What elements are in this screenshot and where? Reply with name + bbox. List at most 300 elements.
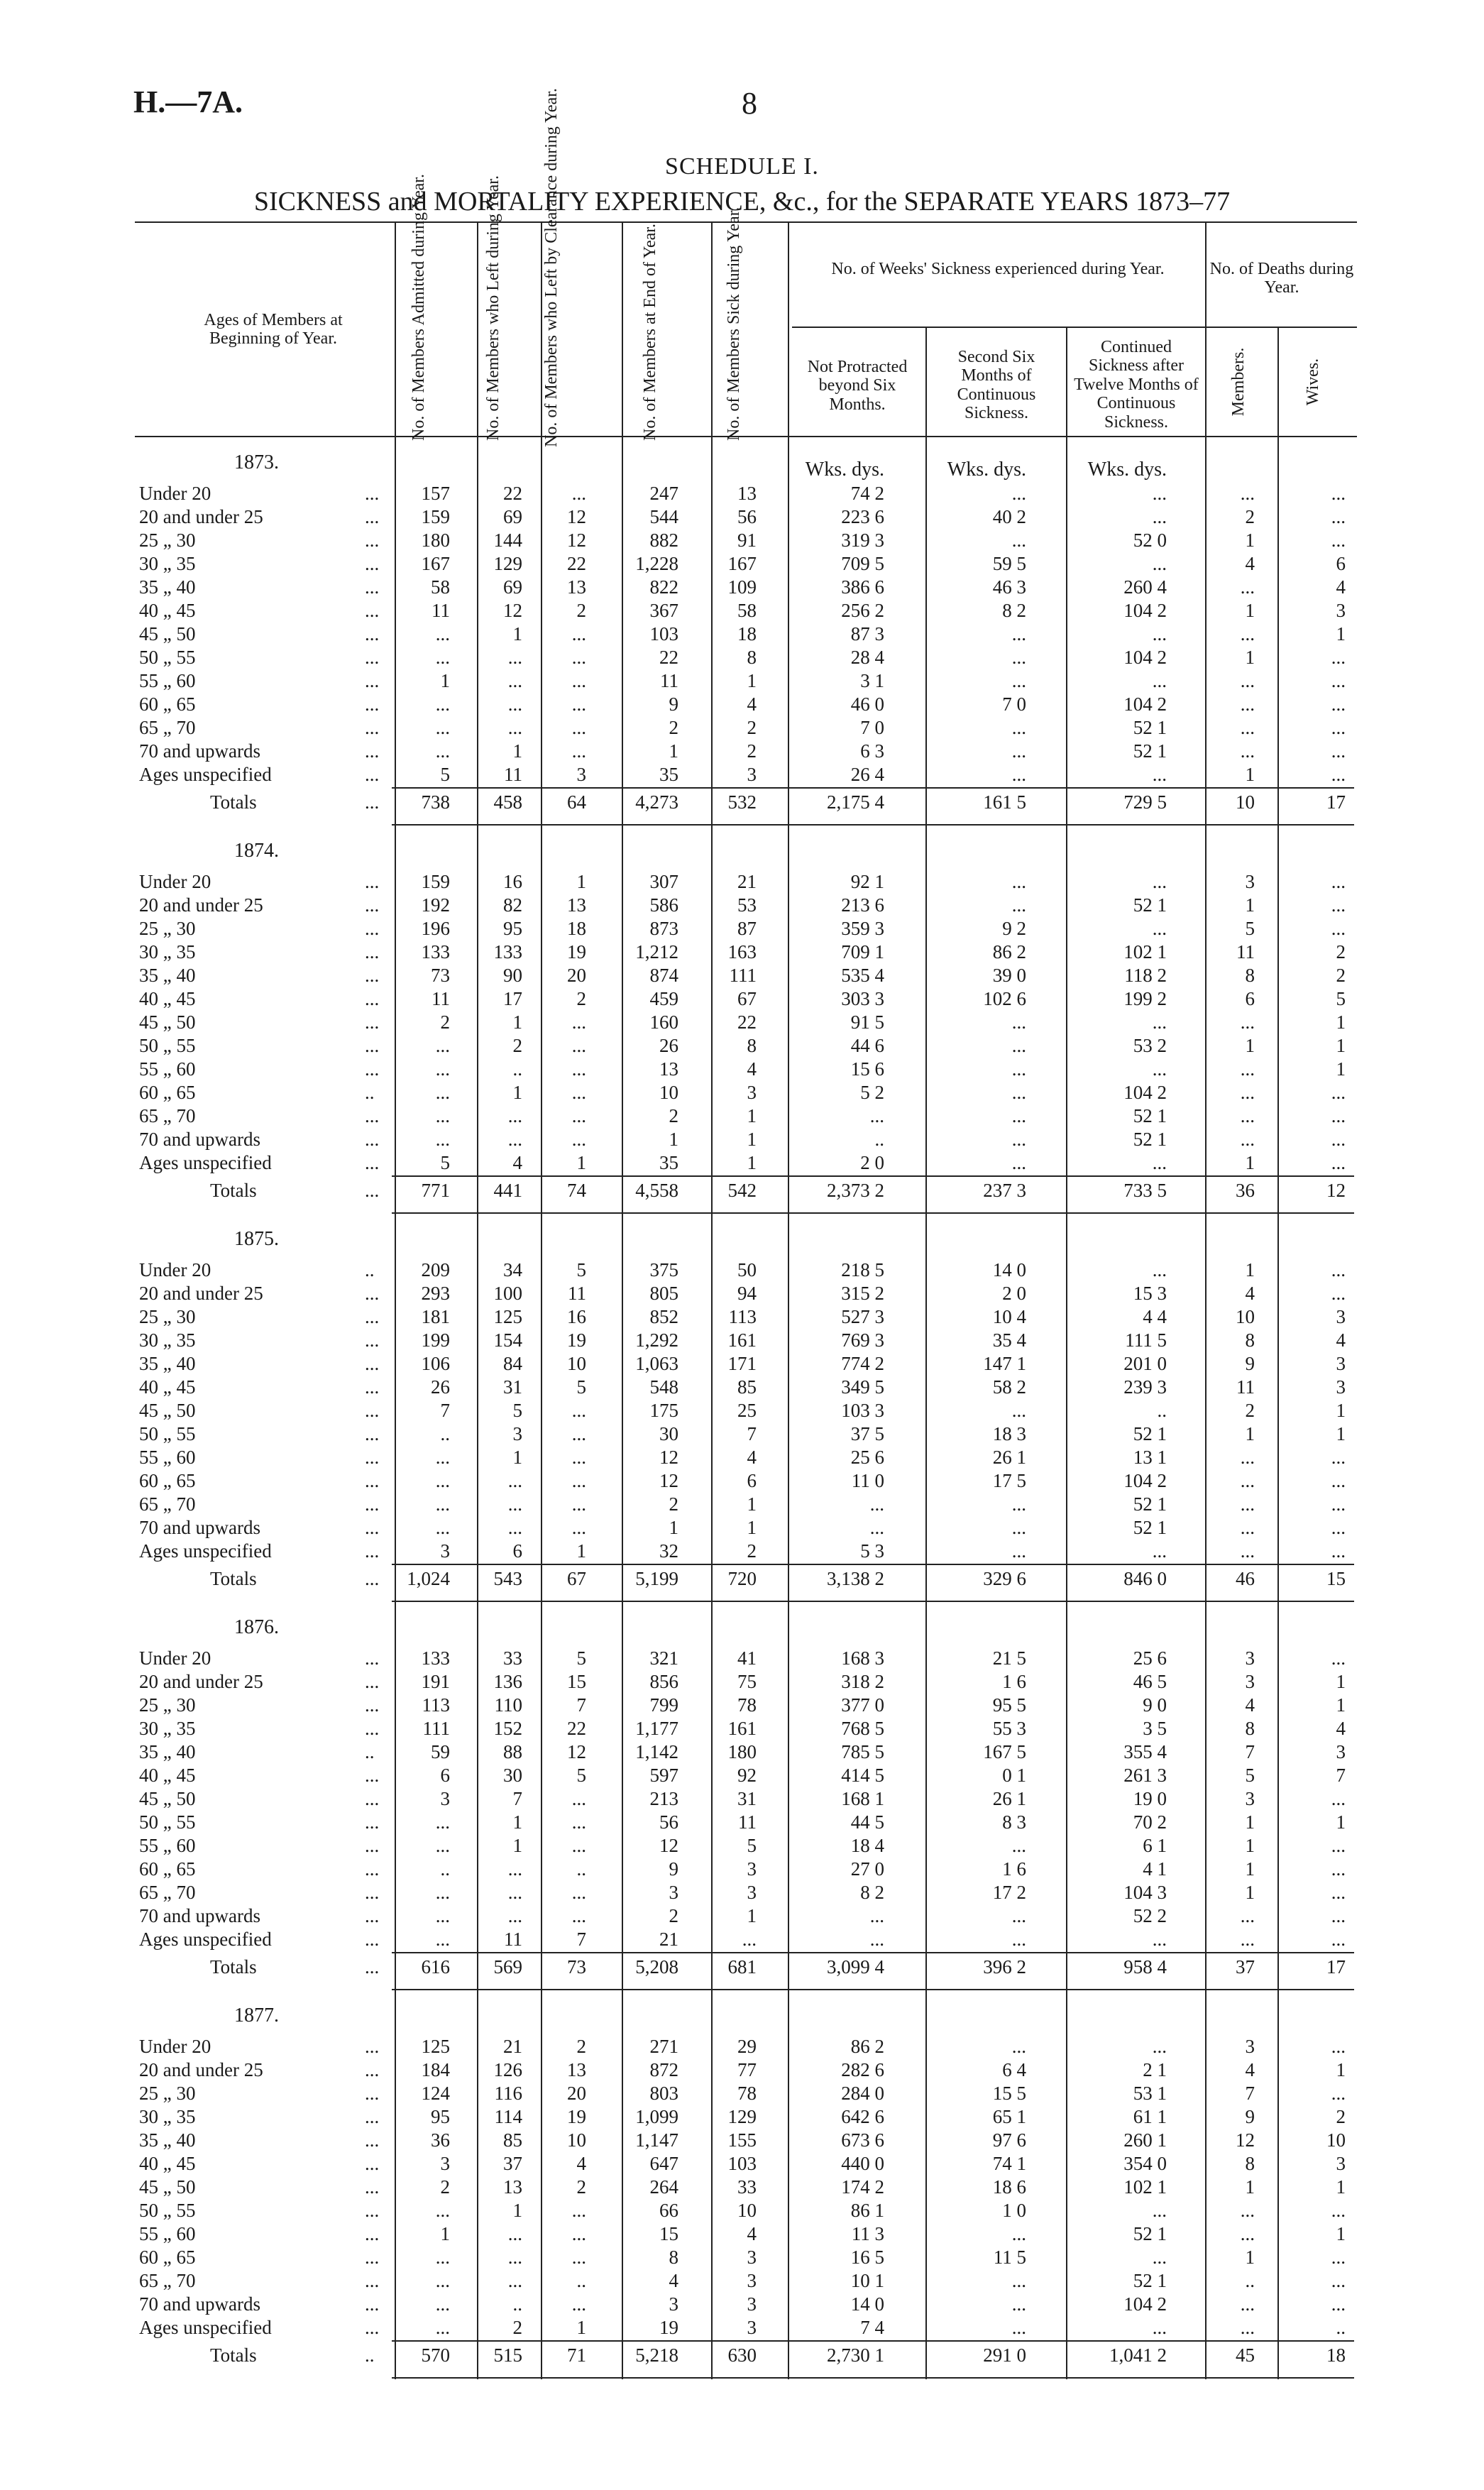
admitted-cell: 1 bbox=[440, 670, 450, 691]
leader-dots: ... bbox=[365, 1105, 380, 1126]
continued-cell: ... bbox=[1152, 2200, 1167, 2221]
leader-dots: ... bbox=[365, 2270, 380, 2291]
continued-cell: 4 1 bbox=[1143, 1858, 1167, 1880]
clearance-cell: ... bbox=[571, 2293, 586, 2315]
sick-cell: 161 bbox=[727, 1718, 757, 1739]
not-protracted-cell: 2,175 4 bbox=[827, 791, 884, 813]
end-of-year-cell: 15 bbox=[659, 2223, 678, 2244]
age-label: 55 „ 60 bbox=[139, 670, 196, 691]
age-label: Under 20 bbox=[139, 1647, 211, 1669]
clearance-cell: 1 bbox=[576, 1152, 586, 1173]
leader-dots: ... bbox=[365, 2083, 380, 2104]
weeks-group-header: No. of Weeks' Sickness experienced during Year. bbox=[831, 260, 1165, 278]
leader-dots: ... bbox=[365, 1180, 380, 1201]
wife-deaths-cell: ... bbox=[1331, 2200, 1346, 2221]
age-label: 40 „ 45 bbox=[139, 988, 196, 1009]
continued-cell: ... bbox=[1152, 1540, 1167, 1562]
admitted-cell: ... bbox=[435, 740, 450, 762]
second-six-cell: 11 5 bbox=[993, 2247, 1026, 2268]
age-label: 25 „ 30 bbox=[139, 2083, 196, 2104]
members-deaths-header: Members. bbox=[1229, 347, 1248, 417]
clearance-cell: ... bbox=[571, 1058, 586, 1080]
leader-dots: ... bbox=[365, 1423, 380, 1444]
left-cell: 458 bbox=[493, 791, 522, 813]
second-six-cell: ... bbox=[1011, 740, 1026, 762]
member-deaths-cell: 8 bbox=[1245, 2153, 1255, 2174]
wife-deaths-cell: ... bbox=[1331, 1540, 1346, 1562]
table-row bbox=[139, 2153, 1360, 2176]
wife-deaths-cell: 17 bbox=[1326, 791, 1346, 813]
left-cell: ... bbox=[507, 1493, 522, 1515]
sick-cell: 163 bbox=[727, 941, 757, 962]
second-six-cell: ... bbox=[1011, 1929, 1026, 1950]
admitted-cell: 11 bbox=[432, 988, 450, 1009]
left-cell: ... bbox=[507, 693, 522, 715]
not-protracted-cell: 5 3 bbox=[860, 1540, 884, 1562]
not-protracted-cell: 349 5 bbox=[841, 1376, 884, 1398]
member-deaths-cell: 1 bbox=[1245, 1858, 1255, 1880]
block-end-rule bbox=[392, 1212, 1354, 1224]
continued-cell: 354 0 bbox=[1123, 2153, 1167, 2174]
block-end-rule bbox=[392, 1989, 1354, 2000]
age-label: 60 „ 65 bbox=[139, 693, 196, 715]
admitted-cell: 771 bbox=[421, 1180, 450, 1201]
clearance-cell: 13 bbox=[567, 894, 586, 916]
left-cell: 114 bbox=[494, 2106, 522, 2127]
admitted-cell: 3 bbox=[440, 1788, 450, 1809]
not-protracted-cell: 303 3 bbox=[841, 988, 884, 1009]
table-row bbox=[139, 764, 1360, 787]
clearance-cell: ... bbox=[571, 1905, 586, 1926]
age-label: 55 „ 60 bbox=[139, 2223, 196, 2244]
clearance-cell: 10 bbox=[567, 1353, 586, 1374]
continued-cell: 201 0 bbox=[1123, 1353, 1167, 1374]
end-of-year-cell: 1,147 bbox=[635, 2129, 678, 2151]
second-six-cell: ... bbox=[1011, 894, 1026, 916]
sick-cell: 22 bbox=[737, 1011, 757, 1033]
age-label: 65 „ 70 bbox=[139, 2270, 196, 2291]
member-deaths-cell: ... bbox=[1240, 1105, 1255, 1126]
table-row bbox=[139, 2293, 1360, 2317]
end-of-year-cell: 12 bbox=[659, 1470, 678, 1491]
continued-cell: 70 2 bbox=[1133, 1811, 1167, 1833]
clearance-cell: 15 bbox=[567, 1671, 586, 1692]
end-of-year-cell: 852 bbox=[649, 1306, 678, 1327]
leader-dots: ... bbox=[365, 2129, 380, 2151]
second-six-cell: ... bbox=[1011, 764, 1026, 785]
age-label: 55 „ 60 bbox=[139, 1447, 196, 1468]
clearance-cell: 74 bbox=[567, 1180, 586, 1201]
age-label: Ages unspecified bbox=[139, 764, 272, 785]
admitted-cell: 3 bbox=[440, 2153, 450, 2174]
sick-cell: 1 bbox=[747, 1129, 757, 1150]
wife-deaths-cell: ... bbox=[1331, 717, 1346, 738]
year-block bbox=[139, 1224, 1360, 1612]
continued-cell: ... bbox=[1152, 764, 1167, 785]
admitted-cell: 73 bbox=[431, 965, 450, 986]
age-label: 65 „ 70 bbox=[139, 1882, 196, 1903]
not-protracted-cell: 440 0 bbox=[841, 2153, 884, 2174]
end-of-year-cell: 647 bbox=[649, 2153, 678, 2174]
wife-deaths-cell: 1 bbox=[1336, 2059, 1346, 2080]
second-six-cell: 35 4 bbox=[992, 1329, 1026, 1351]
totals-row bbox=[139, 1175, 1360, 1212]
sick-cell: 2 bbox=[747, 1540, 757, 1562]
left-cell: 116 bbox=[494, 2083, 522, 2104]
admitted-cell: 293 bbox=[421, 1283, 450, 1304]
end-of-year-cell: 597 bbox=[649, 1765, 678, 1786]
member-deaths-cell: 45 bbox=[1236, 2344, 1255, 2366]
sick-cell: 3 bbox=[747, 2317, 757, 2338]
wife-deaths-cell: 3 bbox=[1336, 1353, 1346, 1374]
year-heading: 1873. bbox=[234, 451, 279, 473]
schedule-title: SCHEDULE I. bbox=[665, 153, 819, 180]
clearance-cell: ... bbox=[571, 483, 586, 504]
age-label: 65 „ 70 bbox=[139, 717, 196, 738]
wife-deaths-cell: ... bbox=[1331, 483, 1346, 504]
left-cell: 1 bbox=[512, 1011, 522, 1033]
age-label: Under 20 bbox=[139, 871, 211, 892]
table-row bbox=[139, 553, 1360, 576]
leader-dots: ... bbox=[365, 1447, 380, 1468]
not-protracted-cell: 769 3 bbox=[841, 1329, 884, 1351]
continued-cell: ... bbox=[1152, 1259, 1167, 1280]
left-cell: ... bbox=[507, 1470, 522, 1491]
not-protracted-cell: ... bbox=[869, 1905, 884, 1926]
not-protracted-cell: .. bbox=[874, 1129, 884, 1150]
continued-cell: 104 3 bbox=[1123, 1882, 1167, 1903]
left-cell: 3 bbox=[512, 1423, 522, 1444]
age-label: 30 „ 35 bbox=[139, 553, 196, 574]
admitted-cell: 7 bbox=[440, 1400, 450, 1421]
member-deaths-cell: 5 bbox=[1245, 918, 1255, 939]
sick-cell: 1 bbox=[747, 1517, 757, 1538]
member-deaths-cell: 10 bbox=[1236, 791, 1255, 813]
end-of-year-cell: 856 bbox=[649, 1671, 678, 1692]
member-deaths-cell: 1 bbox=[1245, 647, 1255, 668]
member-deaths-cell: 46 bbox=[1236, 1568, 1255, 1589]
admitted-cell: 5 bbox=[440, 764, 450, 785]
year-block bbox=[139, 2000, 1360, 2388]
second-six-cell: 14 0 bbox=[992, 1259, 1026, 1280]
wks-dys-label: Wks. dys. bbox=[805, 459, 884, 481]
wife-deaths-cell: 17 bbox=[1326, 1956, 1346, 1978]
ages-column-header: Ages of Members at Beginning of Year. bbox=[204, 311, 343, 349]
member-deaths-cell: ... bbox=[1240, 2200, 1255, 2221]
member-deaths-cell: ... bbox=[1240, 1082, 1255, 1103]
clearance-column-header: No. of Members who Left by Clearance during Year. bbox=[542, 88, 561, 447]
admitted-cell: 157 bbox=[421, 483, 450, 504]
not-protracted-cell: 218 5 bbox=[841, 1259, 884, 1280]
end-of-year-cell: 882 bbox=[649, 530, 678, 551]
clearance-cell: 5 bbox=[576, 1259, 586, 1280]
deaths-group-header: No. of Deaths during Year. bbox=[1209, 260, 1354, 297]
member-deaths-cell: ... bbox=[1240, 623, 1255, 645]
age-label: 55 „ 60 bbox=[139, 1835, 196, 1856]
not-protracted-cell: 213 6 bbox=[841, 894, 884, 916]
table-row bbox=[139, 2036, 1360, 2059]
end-of-year-cell: 874 bbox=[649, 965, 678, 986]
age-label: 25 „ 30 bbox=[139, 1694, 196, 1716]
second-six-cell: ... bbox=[1011, 1493, 1026, 1515]
continued-cell: 102 1 bbox=[1123, 2176, 1167, 2198]
left-cell: 1 bbox=[512, 2200, 522, 2221]
second-six-cell: 7 0 bbox=[1002, 693, 1026, 715]
totals-row bbox=[139, 2340, 1360, 2377]
age-label: 50 „ 55 bbox=[139, 1423, 196, 1444]
year-block bbox=[139, 835, 1360, 1224]
second-six-cell: 1 0 bbox=[1002, 2200, 1026, 2221]
wife-deaths-cell: ... bbox=[1331, 1882, 1346, 1903]
age-label: 35 „ 40 bbox=[139, 1353, 196, 1374]
age-label: 20 and under 25 bbox=[139, 894, 263, 916]
admitted-cell: 2 bbox=[440, 2176, 450, 2198]
left-cell: 126 bbox=[493, 2059, 522, 2080]
sum-rule bbox=[392, 787, 1354, 789]
age-label: 25 „ 30 bbox=[139, 530, 196, 551]
leader-dots: ... bbox=[365, 2293, 380, 2315]
end-of-year-cell: 2 bbox=[669, 1493, 678, 1515]
wife-deaths-cell: ... bbox=[1331, 1788, 1346, 1809]
leader-dots: ... bbox=[365, 1647, 380, 1669]
age-label: 45 „ 50 bbox=[139, 1788, 196, 1809]
sick-cell: 109 bbox=[727, 576, 757, 598]
leader-dots: ... bbox=[365, 506, 380, 527]
continued-cell: 2 1 bbox=[1143, 2059, 1167, 2080]
continued-cell: 61 1 bbox=[1133, 2106, 1167, 2127]
table-row bbox=[139, 1129, 1360, 1152]
not-protracted-cell: 174 2 bbox=[841, 2176, 884, 2198]
admitted-cell: 26 bbox=[431, 1376, 450, 1398]
end-of-year-cell: 1,142 bbox=[635, 1741, 678, 1762]
table-row bbox=[139, 918, 1360, 941]
age-label: 45 „ 50 bbox=[139, 1400, 196, 1421]
member-deaths-cell: 10 bbox=[1236, 1306, 1255, 1327]
admitted-cell: 616 bbox=[421, 1956, 450, 1978]
left-cell: 1 bbox=[512, 1447, 522, 1468]
admitted-cell: ... bbox=[435, 1447, 450, 1468]
left-cell: ... bbox=[507, 670, 522, 691]
wife-deaths-cell: 1 bbox=[1336, 1671, 1346, 1692]
leader-dots: .. bbox=[365, 1082, 375, 1103]
continued-cell: 260 4 bbox=[1123, 576, 1167, 598]
wife-deaths-cell: 5 bbox=[1336, 988, 1346, 1009]
left-cell: 90 bbox=[503, 965, 522, 986]
end-of-year-cell: 10 bbox=[659, 1082, 678, 1103]
age-label: 60 „ 65 bbox=[139, 2247, 196, 2268]
second-six-cell: ... bbox=[1011, 530, 1026, 551]
sick-cell: 3 bbox=[747, 1882, 757, 1903]
second-six-cell: ... bbox=[1011, 2317, 1026, 2338]
continued-cell: 355 4 bbox=[1123, 1741, 1167, 1762]
member-deaths-cell: ... bbox=[1240, 740, 1255, 762]
end-of-year-cell: 12 bbox=[659, 1835, 678, 1856]
table-row bbox=[139, 1376, 1360, 1400]
leader-dots: ... bbox=[365, 1329, 380, 1351]
member-deaths-cell: .. bbox=[1245, 2270, 1255, 2291]
left-cell: 144 bbox=[493, 530, 522, 551]
continued-cell: 733 5 bbox=[1123, 1180, 1167, 1201]
second-six-cell: ... bbox=[1011, 1105, 1026, 1126]
table-row bbox=[139, 1835, 1360, 1858]
leader-dots: ... bbox=[365, 1858, 380, 1880]
admitted-cell: ... bbox=[435, 2247, 450, 2268]
left-cell: 69 bbox=[503, 506, 522, 527]
second-six-cell: ... bbox=[1011, 483, 1026, 504]
second-six-cell: ... bbox=[1011, 1517, 1026, 1538]
sick-cell: 113 bbox=[728, 1306, 757, 1327]
not-protracted-cell: 256 2 bbox=[841, 600, 884, 621]
continued-cell: 104 2 bbox=[1123, 600, 1167, 621]
left-cell: .. bbox=[512, 1058, 522, 1080]
wife-deaths-cell: ... bbox=[1331, 1929, 1346, 1950]
leader-dots: ... bbox=[365, 1058, 380, 1080]
admitted-cell: ... bbox=[435, 2317, 450, 2338]
member-deaths-cell: ... bbox=[1240, 2223, 1255, 2244]
wives-deaths-header: Wives. bbox=[1304, 358, 1322, 406]
member-deaths-cell: ... bbox=[1240, 1493, 1255, 1515]
left-cell: 69 bbox=[503, 576, 522, 598]
leader-dots: ... bbox=[365, 483, 380, 504]
leader-dots: ... bbox=[365, 576, 380, 598]
continued-cell: ... bbox=[1152, 1152, 1167, 1173]
sick-cell: 94 bbox=[737, 1283, 757, 1304]
age-label: 40 „ 45 bbox=[139, 1376, 196, 1398]
sick-cell: 91 bbox=[737, 530, 757, 551]
continued-cell: 52 1 bbox=[1133, 1517, 1167, 1538]
not-protracted-cell: 6 3 bbox=[860, 740, 884, 762]
not-protracted-cell: 3,099 4 bbox=[827, 1956, 884, 1978]
not-protracted-cell: 359 3 bbox=[841, 918, 884, 939]
clearance-cell: 73 bbox=[567, 1956, 586, 1978]
not-protracted-cell: 3,138 2 bbox=[827, 1568, 884, 1589]
not-protracted-cell: 74 2 bbox=[850, 483, 884, 504]
not-protracted-cell: ... bbox=[869, 1493, 884, 1515]
end-of-year-cell: 803 bbox=[649, 2083, 678, 2104]
clearance-cell: ... bbox=[571, 1447, 586, 1468]
clearance-cell: 71 bbox=[567, 2344, 586, 2366]
clearance-cell: ... bbox=[571, 2247, 586, 2268]
not-protracted-cell: 414 5 bbox=[841, 1765, 884, 1786]
continued-cell: 260 1 bbox=[1123, 2129, 1167, 2151]
page-reference: H.—7A. bbox=[133, 84, 243, 119]
left-cell: 37 bbox=[503, 2153, 522, 2174]
end-of-year-cell: 367 bbox=[649, 600, 678, 621]
wife-deaths-cell: ... bbox=[1331, 764, 1346, 785]
wife-deaths-cell: ... bbox=[1331, 740, 1346, 762]
second-six-cell: 86 2 bbox=[992, 941, 1026, 962]
sick-cell: 1 bbox=[747, 670, 757, 691]
not-protracted-cell: 37 5 bbox=[850, 1423, 884, 1444]
table-row bbox=[139, 1259, 1360, 1283]
second-six-cell: 396 2 bbox=[983, 1956, 1026, 1978]
second-six-cell: 8 2 bbox=[1002, 600, 1026, 621]
sick-cell: 2 bbox=[747, 717, 757, 738]
admitted-cell: 106 bbox=[421, 1353, 450, 1374]
continued-cell: 102 1 bbox=[1123, 941, 1167, 962]
admitted-cell: ... bbox=[435, 717, 450, 738]
continued-cell: ... bbox=[1152, 623, 1167, 645]
wife-deaths-cell: ... bbox=[1331, 1647, 1346, 1669]
end-of-year-cell: 1,292 bbox=[635, 1329, 678, 1351]
left-cell: 5 bbox=[512, 1400, 522, 1421]
year-heading-row bbox=[139, 835, 1360, 871]
continued-cell: .. bbox=[1157, 1400, 1167, 1421]
age-label: 25 „ 30 bbox=[139, 918, 196, 939]
wife-deaths-cell: ... bbox=[1331, 1129, 1346, 1150]
second-six-cell: ... bbox=[1011, 2270, 1026, 2291]
member-deaths-cell: 11 bbox=[1236, 941, 1255, 962]
leader-dots: ... bbox=[365, 740, 380, 762]
wife-deaths-cell: 18 bbox=[1326, 2344, 1346, 2366]
end-of-year-cell: 13 bbox=[659, 1058, 678, 1080]
second-six-cell: 291 0 bbox=[983, 2344, 1026, 2366]
end-of-year-cell: 1,063 bbox=[635, 1353, 678, 1374]
not-protracted-cell: ... bbox=[869, 1105, 884, 1126]
end-of-year-cell: 2 bbox=[669, 717, 678, 738]
continued-cell: 52 0 bbox=[1133, 530, 1167, 551]
admitted-cell: 738 bbox=[421, 791, 450, 813]
leader-dots: ... bbox=[365, 530, 380, 551]
sick-cell: 111 bbox=[729, 965, 757, 986]
age-label: 30 „ 35 bbox=[139, 1329, 196, 1351]
left-cell: 125 bbox=[493, 1306, 522, 1327]
left-cell: 543 bbox=[493, 1568, 522, 1589]
continued-cell: 52 1 bbox=[1133, 2223, 1167, 2244]
table-row bbox=[139, 1811, 1360, 1835]
member-deaths-cell: 1 bbox=[1245, 1152, 1255, 1173]
left-cell: ... bbox=[507, 647, 522, 668]
clearance-cell: ... bbox=[571, 670, 586, 691]
wife-deaths-cell: 3 bbox=[1336, 1306, 1346, 1327]
continued-cell: ... bbox=[1152, 871, 1167, 892]
end-of-year-cell: 805 bbox=[649, 1283, 678, 1304]
member-deaths-cell: 8 bbox=[1245, 965, 1255, 986]
not-protracted-cell: 18 4 bbox=[850, 1835, 884, 1856]
table-row bbox=[139, 1493, 1360, 1517]
left-cell: ... bbox=[507, 1858, 522, 1880]
member-deaths-cell: 3 bbox=[1245, 1647, 1255, 1669]
not-protracted-cell: 11 3 bbox=[851, 2223, 884, 2244]
member-deaths-cell: ... bbox=[1240, 2293, 1255, 2315]
age-label: 35 „ 40 bbox=[139, 1741, 196, 1762]
continued-cell: ... bbox=[1152, 506, 1167, 527]
clearance-cell: 12 bbox=[567, 506, 586, 527]
admitted-cell: 159 bbox=[421, 871, 450, 892]
wks-dys-label: Wks. dys. bbox=[947, 459, 1026, 481]
leader-dots: ... bbox=[365, 1956, 380, 1978]
end-of-year-cell: 1 bbox=[669, 1517, 678, 1538]
age-label: 70 and upwards bbox=[139, 1517, 260, 1538]
left-cell: 11 bbox=[504, 764, 522, 785]
end-of-year-cell: 9 bbox=[669, 1858, 678, 1880]
wife-deaths-cell: ... bbox=[1331, 918, 1346, 939]
continued-cell: 1,041 2 bbox=[1109, 2344, 1167, 2366]
left-cell: .. bbox=[512, 2293, 522, 2315]
weeks-sub-rule bbox=[792, 327, 1275, 328]
not-protracted-cell: 91 5 bbox=[850, 1011, 884, 1033]
age-label: 70 and upwards bbox=[139, 1129, 260, 1150]
second-six-cell: ... bbox=[1011, 1152, 1026, 1173]
member-deaths-cell: ... bbox=[1240, 1447, 1255, 1468]
clearance-cell: ... bbox=[571, 1811, 586, 1833]
sick-cell: 167 bbox=[727, 553, 757, 574]
second-six-cell: 1 6 bbox=[1002, 1858, 1026, 1880]
end-of-year-cell: 586 bbox=[649, 894, 678, 916]
end-of-year-cell: 3 bbox=[669, 2293, 678, 2315]
end-of-year-cell: 4,558 bbox=[635, 1180, 678, 1201]
wife-deaths-cell: ... bbox=[1331, 530, 1346, 551]
